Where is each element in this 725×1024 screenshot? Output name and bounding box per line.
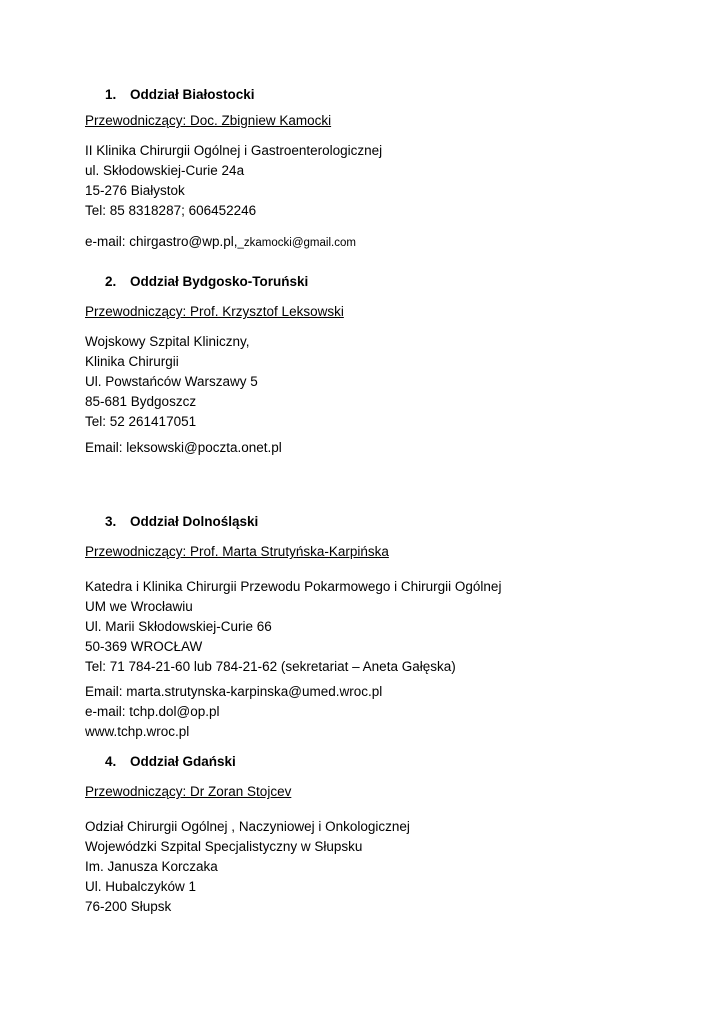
address-line: 15-276 Białystok [85,183,185,198]
contact-block [85,232,650,253]
email-text-small: _zkamocki@gmail.com [237,237,356,249]
section-heading-dolnoslaski [85,512,650,532]
chair-line: Przewodniczący: Doc. Zbigniew Kamocki [85,113,332,128]
contact-block [85,682,650,742]
address-block [85,141,650,221]
section-number: 3. [105,514,117,529]
section-title: Oddział Białostocki [130,87,255,102]
address-line: Wojskowy Szpital Kliniczny, [85,334,250,349]
contact-line: e-mail: tchp.dol@op.pl [85,704,220,719]
section-heading-bydgosko-torunski [85,272,650,292]
contact-block [85,438,650,458]
address-line: ul. Skłodowskiej-Curie 24a [85,163,245,178]
address-block [85,577,650,677]
chair-line: Przewodniczący: Prof. Krzysztof Leksowski [85,304,344,319]
address-line: Klinika Chirurgii [85,354,179,369]
contact-line: Email: marta.strutynska-karpinska@umed.wroc.pl [85,684,383,699]
contact-line: www.tchp.wroc.pl [85,724,190,739]
address-line: II Klinika Chirurgii Ogólnej i Gastroenterologicznej [85,143,383,158]
contact-line [85,232,650,253]
address-block [85,817,650,917]
email-text: e-mail: chirgastro@wp.pl, [85,234,238,249]
address-line: 50-369 WROCŁAW [85,639,203,654]
address-line: 76-200 Słupsk [85,899,172,914]
address-block [85,332,650,432]
section-heading-gdanski [85,752,650,772]
section-title: Oddział Gdański [130,754,236,769]
address-line: Ul. Powstańców Warszawy 5 [85,374,258,389]
chair-line: Przewodniczący: Prof. Marta Strutyńska-Karpińska [85,544,389,559]
address-line: Tel: 85 8318287; 606452246 [85,203,257,218]
contact-line: Email: leksowski@poczta.onet.pl [85,440,282,455]
section-number: 4. [105,754,117,769]
address-line: UM we Wrocławiu [85,599,193,614]
section-number: 1. [105,87,117,102]
section-heading-bialostocki [85,85,650,105]
address-line: Tel: 71 784-21-60 lub 784-21-62 (sekretariat – Aneta Gałęska) [85,659,456,674]
address-line: Tel: 52 261417051 [85,414,197,429]
address-line: Ul. Hubalczyków 1 [85,879,197,894]
address-line: Im. Janusza Korczaka [85,859,218,874]
section-number: 2. [105,274,117,289]
address-line: 85-681 Bydgoszcz [85,394,197,409]
section-title: Oddział Dolnośląski [130,514,259,529]
address-line: Odział Chirurgii Ogólnej , Naczyniowej i Onkologicznej [85,819,410,834]
address-line: Katedra i Klinika Chirurgii Przewodu Pokarmowego i Chirurgii Ogólnej [85,579,502,594]
address-line: Wojewódzki Szpital Specjalistyczny w Słupsku [85,839,363,854]
section-title: Oddział Bydgosko-Toruński [130,274,309,289]
address-line: Ul. Marii Skłodowskiej-Curie 66 [85,619,272,634]
chair-line: Przewodniczący: Dr Zoran Stojcev [85,784,292,799]
